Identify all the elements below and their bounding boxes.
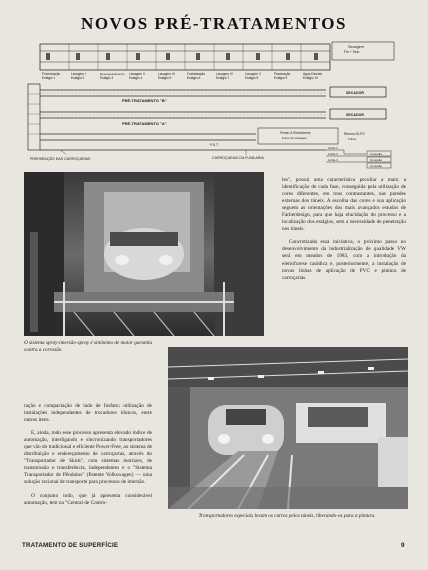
conexao-label: Conexão [370, 158, 383, 162]
dryer-b-label: SECADOR [346, 91, 364, 95]
paragraph: ração e compactação de lado de fosfato; utilização de instalações independentes de trocadores iônicos, entre outros itens. [24, 403, 152, 424]
stage-label: Estágio 6 [187, 76, 201, 80]
page-title: NOVOS PRÉ-TRATAMENTOS [81, 14, 347, 33]
page-number: 9 [401, 542, 405, 549]
stage-label: Estágio 1 [42, 76, 56, 80]
line-a-label: PRÉ-TRATAMENTO "A" [122, 121, 167, 126]
paragraph: E, ainda, todo esse processo apresenta elevado índice de automação, interligando e sincronizando transportadores que vão do tradicional e eficiente Power-Free, ao sistema de distribuição e endereçamento de carroçarias, através do "Transportador de Skids", com sistemas motrizes, de transmissão e transferência, independentes e o "Sistema Transportador de Pêndulos" (Patente Volkswagen) — uma solução racional de transporte para processos de imersão. [24, 430, 152, 486]
paragraph: les", possui uma característica peculiar a mais: a identificação de cada fase, conseguida pela utilização de cores diferentes, em tons contrastantes, nas paredes externas dos túneis. A escolha das cores e sua aplicação seguem as orientações dos mais avançados estudos de Farberdesign, para que haja elucidação do processo e a localização dos estágios, sem a necessidade de penetração nos túneis. [282, 177, 406, 233]
linha-label: Linha 1 [328, 146, 338, 150]
photo-spray-tunnel [24, 172, 264, 336]
stage-label: Estágio 7 [216, 76, 230, 80]
legend-label: Fio + Selo [344, 50, 360, 54]
paragraph: Concretizada essa iniciativa, o próximo passo no desenvolvimento da industrialização de qualidade VW será em meados de 1983, com a introdução da eletroforese catódica e, posteriormente, a instalação de novas linhas de aplicação de PVC e pintura de carroçarias. [282, 239, 406, 281]
stage-label: Estágio 8 [245, 76, 259, 80]
pst-label: P.S.T. [210, 143, 219, 147]
stage-label: Estágio 9 [274, 76, 288, 80]
photo-transporters [168, 347, 408, 509]
column-right-top [282, 177, 406, 288]
stage-label: Estágio 2 [71, 76, 85, 80]
conexao-label: Conexão [370, 164, 383, 168]
caption-top: O sistema spray-imersão-spray é sinônimo de maior garantia contra a corrosão. [24, 340, 153, 353]
stage-label: Lavagem III [158, 72, 175, 76]
process-diagram [26, 38, 410, 172]
dryer-a-label: SECADOR [346, 113, 364, 117]
line-b-label: PRÉ-TRATAMENTO "B" [122, 98, 167, 103]
footer-section: TRATAMENTO DE SUPERFÍCIE [22, 542, 119, 549]
stage-label: Estágio 3 [100, 76, 114, 80]
legend-label: Secagem [348, 45, 365, 49]
retorno-label: Retorno ELPO [344, 132, 365, 136]
stage-label: Lavagem I [71, 72, 86, 76]
stage-label: Estágio 5 [158, 76, 172, 80]
paragraph: O conjunto todo, que já apresenta considerável automação, tem na "Central de Contro- [24, 492, 152, 506]
tubos-label: Tubos [348, 137, 357, 141]
stage-label: Lavagem II [129, 72, 145, 76]
conexao-label: Conexão [370, 152, 383, 156]
stage-label: Água Desmin. [303, 72, 324, 76]
primer-sub-label: Forno de secagem [282, 136, 308, 140]
stage-labels [42, 72, 323, 80]
stage-label: Desengraxamento [100, 72, 125, 76]
carrocarias-label: CARROÇARIAS DA FUNILARIA [212, 156, 264, 160]
stage-label: Fosfatização [187, 72, 206, 76]
linha-label: Linha 3 [328, 158, 338, 162]
stage-label: Passivação [274, 72, 291, 76]
stage-label: Estágio 4 [129, 76, 143, 80]
stage-label: Lavagem V [245, 72, 262, 76]
stage-label: Estágio 10 [303, 76, 319, 80]
preparation-label: PREPARAÇÃO DAS CARROÇARIAS [30, 157, 91, 161]
stage-label: Pulverização [42, 72, 61, 76]
primer-label: Primer & Eletroforese [280, 131, 311, 135]
column-left-bottom [24, 403, 152, 513]
caption-bottom: Transportadores especiais levam os carros pelos túneis, liberando-os para a pintura. [198, 513, 376, 519]
stage-label: Lavagem IV [216, 72, 234, 76]
linha-label: Linha 2 [328, 152, 338, 156]
